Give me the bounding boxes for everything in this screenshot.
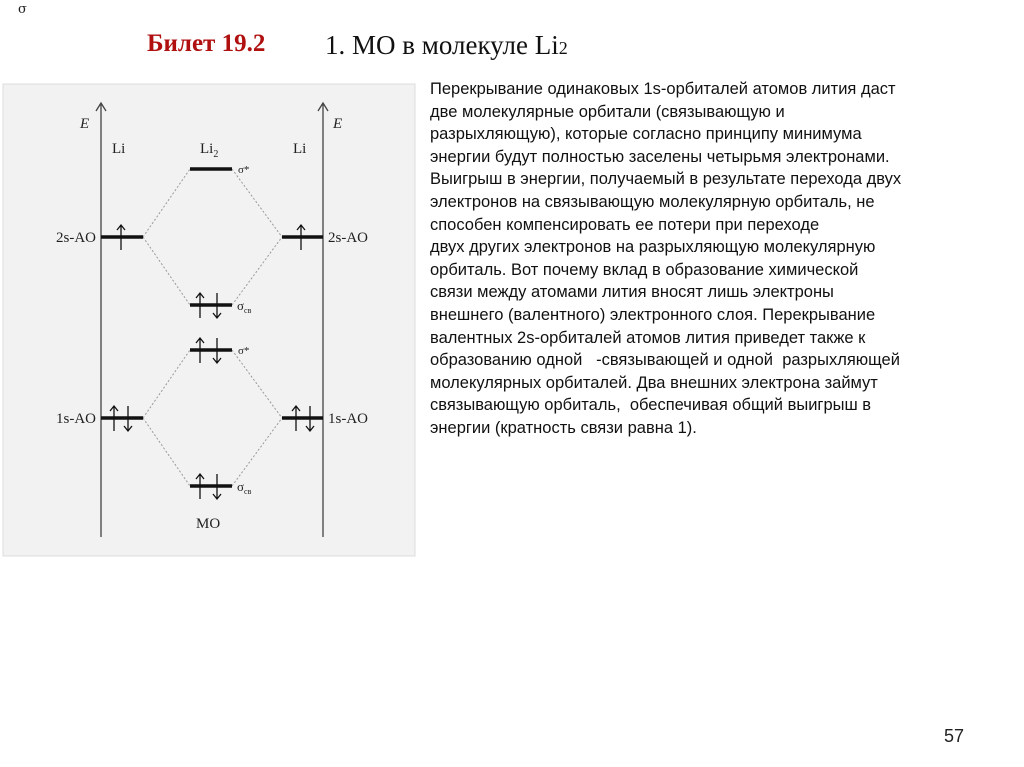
slide-title <box>325 30 568 61</box>
left-atom-label: Li <box>112 141 126 157</box>
text-line: разрыхляющую), которые согласно принципу минимума <box>430 125 862 144</box>
text-line: связывающую орбиталь, обеспечивая общий выигрыш в <box>430 396 872 415</box>
left-1s-label: 1s-AO <box>56 411 96 427</box>
mo-energy-diagram <box>0 80 420 565</box>
sigma-bonding-label-upper: $\sigma_{св}$ <box>237 298 252 315</box>
right-2s-label: 2s-AO <box>328 230 368 246</box>
text-line: двух других электронов на разрыхляющую молекулярную <box>430 238 876 257</box>
text-line: образованию одной -связывающей и одной разрыхляющей <box>430 351 900 370</box>
slide-title-text: 1. МО в молекуле Li <box>325 30 559 60</box>
text-line: внешнего (валентного) электронного слоя. Перекрывание <box>430 305 876 324</box>
right-atom-label: Li <box>293 141 307 157</box>
left-axis-label: E <box>80 116 90 132</box>
text-line: связи между атомами лития вносят лишь электроны <box>430 283 834 302</box>
text-line: молекулярных орбиталей. Два внешних электрона займут <box>430 373 878 392</box>
left-2s-label: 2s-AO <box>56 230 96 246</box>
sigma-bonding-label-lower: $\sigma_{св}$ <box>237 479 252 496</box>
text-line: Выигрыш в энергии, получаемый в результате перехода двух <box>430 170 902 189</box>
text-line: энергии (кратность связи равна 1). <box>430 418 697 437</box>
right-axis-label: E <box>333 116 343 132</box>
mo-label: MO <box>196 516 221 532</box>
text-line: способен компенсировать ее потери при переходе <box>430 215 820 234</box>
text-line: орбиталь. Вот почему вклад в образование химической <box>430 260 859 279</box>
text-line: Перекрывание одинаковых 1s-орбиталей атомов лития даст <box>430 80 896 98</box>
right-1s-label: 1s-AO <box>328 411 368 427</box>
page-number: 57 <box>944 726 965 746</box>
sigma-symbol: σ <box>18 2 27 17</box>
sigma-star-label-upper: σ* <box>238 164 250 176</box>
ticket-number: Билет 19.2 <box>147 30 266 57</box>
text-line: две молекулярные орбитали (связывающую и <box>430 102 785 121</box>
explanation-text <box>430 78 901 440</box>
molecule-label: $Li_2$ <box>200 141 219 160</box>
slide-title-subscript: 2 <box>558 38 568 58</box>
text-line: энергии будут полностью заселены четырьмя электронами. <box>430 147 890 166</box>
text-line: электронов на связывающую молекулярную орбиталь, не <box>430 192 875 211</box>
text-line: валентных 2s-орбиталей атомов лития приведет также к <box>430 328 866 347</box>
sigma-star-label-lower: σ* <box>238 345 250 357</box>
